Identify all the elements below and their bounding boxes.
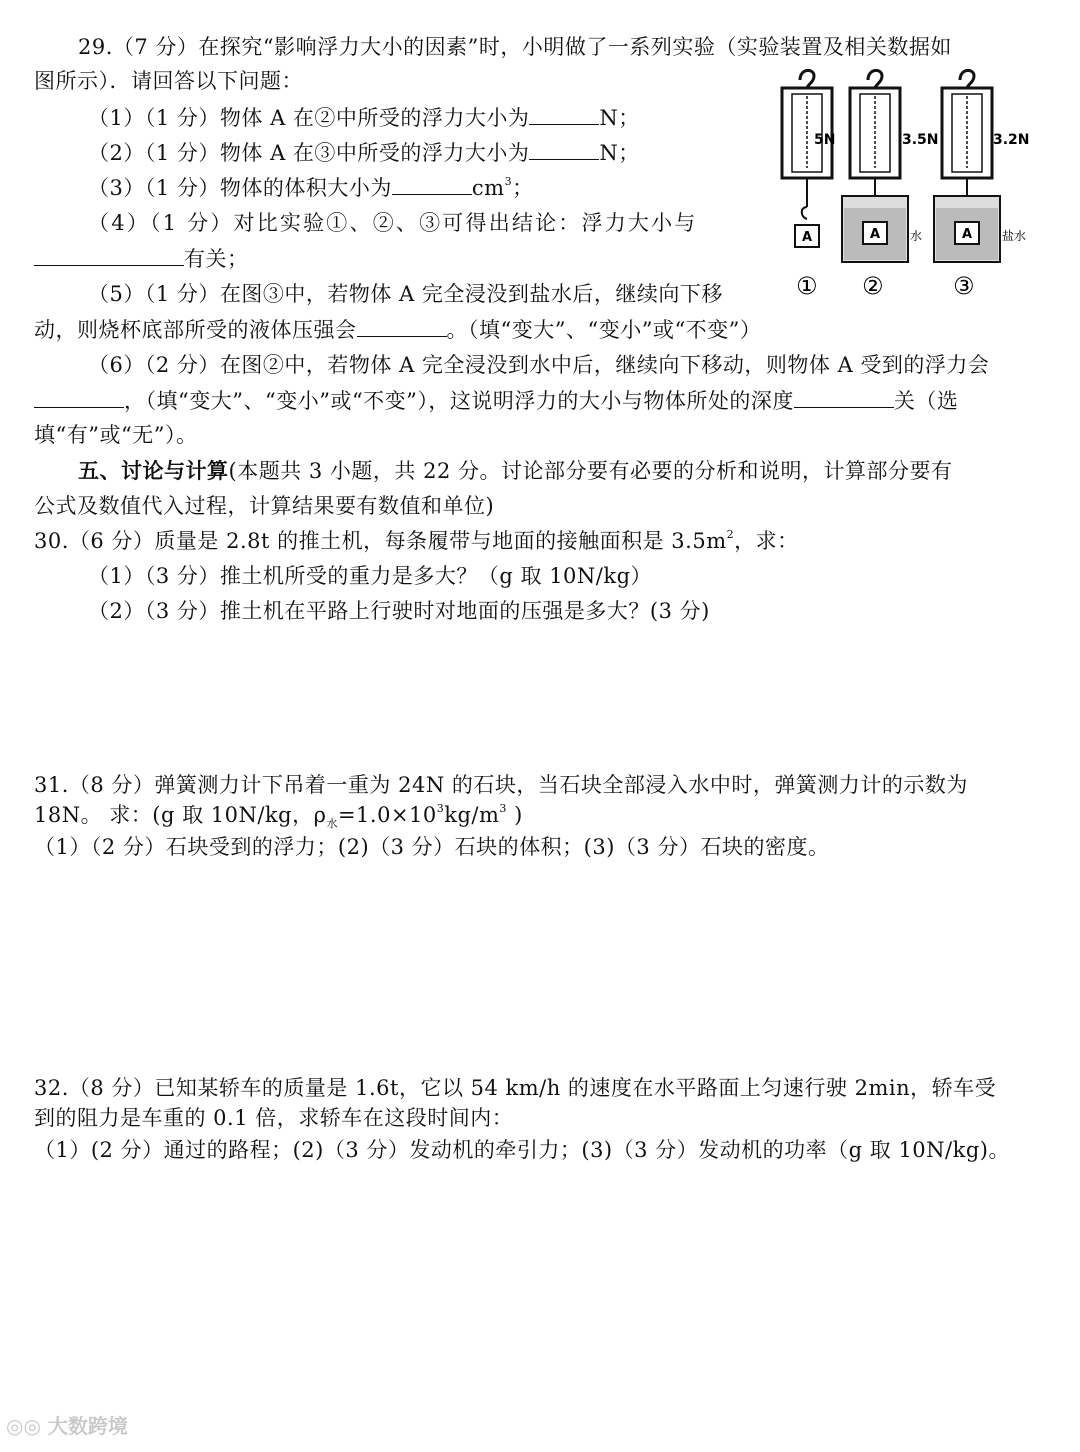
spring-scale-figure — [770, 62, 1045, 302]
q29-sub2-text: （2）（1 分）物体 A 在③中所受的浮力大小为 — [88, 141, 530, 165]
figure-number-1: ① — [796, 272, 818, 300]
q29-sub4-end: 有关； — [184, 247, 249, 271]
q29-sub6-text: ，（填“变大”、“变小”或“不变”），这说明浮力的大小与物体所处的深度 — [124, 389, 794, 413]
spring-scale-1 — [782, 70, 832, 247]
q29-sub3-end: ； — [512, 176, 534, 200]
q29-sub3-text: （3）（1 分）物体的体积大小为 — [88, 176, 392, 200]
figure-number-2: ② — [862, 272, 884, 300]
q29-sub1 — [88, 104, 640, 131]
answer-blank[interactable] — [34, 245, 184, 266]
liquid-label-saltwater: 盐水 — [1002, 229, 1027, 243]
q31-line-1: 31.（8 分）弹簧测力计下吊着一重为 24N 的石块，当石块全部浸入水中时，弹簧测力计的示数为 — [34, 773, 968, 797]
answer-blank[interactable] — [357, 316, 447, 337]
block-label-3: A — [961, 227, 973, 242]
section5-intro: (本题共 3 小题，共 22 分。讨论部分要有必要的分析和说明，计算部分要有 — [228, 459, 953, 483]
watermark-text: 大数跨境 — [47, 1414, 128, 1438]
section5-line1 — [78, 458, 952, 484]
q29-sub6-line3: 填“有”或“无”）。 — [34, 423, 198, 447]
liquid-label-water: 水 — [910, 229, 923, 243]
answer-blank[interactable] — [794, 387, 894, 408]
figure-number-3: ③ — [953, 272, 975, 300]
q29-line-2: 图所示）．请回答以下问题： — [34, 69, 303, 93]
section5-line2: 公式及数值代入过程，计算结果要有数值和单位) — [34, 494, 495, 518]
answer-blank[interactable] — [392, 174, 472, 195]
q29-sub6-line2 — [34, 387, 958, 414]
q29-sub6-line1: （6）（2 分）在图②中，若物体 A 完全浸没到水中后，继续向下移动，则物体 A 受到的浮力会 — [88, 353, 990, 377]
section5-heading: 五、讨论与计算 — [78, 458, 229, 483]
answer-blank[interactable] — [529, 139, 599, 160]
q31-sub-water: 水 — [326, 817, 338, 831]
q31-unit: kg/m — [444, 803, 500, 827]
q31-line-2 — [34, 802, 523, 831]
q29-sub4-line2 — [34, 245, 249, 272]
q29-line-1: 29.（7 分）在探究“影响浮力大小的因素”时，小明做了一系列实验（实验装置及相关数据如 — [78, 35, 952, 59]
q29-sub5-line2 — [34, 316, 761, 343]
q31-density: =1.0×10 — [337, 803, 437, 827]
q29-sub5-text: 动，则烧杯底部所受的液体压强会 — [34, 318, 357, 342]
q29-sub2 — [88, 139, 640, 166]
q29-sub3-sup: 3 — [504, 175, 513, 188]
q30-text: 30.（6 分）质量是 2.8t 的推土机，每条履带与地面的接触面积是 3.5m — [34, 529, 727, 553]
q29-sub3-unit: cm — [471, 176, 505, 200]
q31-close: ) — [506, 803, 523, 827]
q31-unit-exp: 3 — [499, 802, 507, 815]
q29-sub5-line1: （5）（1 分）在图③中，若物体 A 完全浸没到盐水后，继续向下移 — [88, 282, 723, 306]
reading-3: 3.2N — [993, 132, 1030, 148]
watermark-logo — [6, 1410, 128, 1439]
q32-line-3: （1）(2 分）通过的路程；(2)（3 分）发动机的牵引力；(3)（3 分）发动机的功率（g 取 10N/kg)。 — [34, 1138, 1010, 1162]
watermark-icon: ◎◎ — [6, 1414, 48, 1438]
q32-line-1: 32.（8 分）已知某轿车的质量是 1.6t，它以 54 km/h 的速度在水平路面上匀速行驶 2min，轿车受 — [34, 1076, 997, 1100]
reading-2: 3.5N — [902, 132, 939, 148]
q30-sub2: （2）（3 分）推土机在平路上行驶时对地面的压强是多大？(3 分) — [88, 599, 710, 623]
q29-sub3 — [88, 174, 534, 201]
answer-blank[interactable] — [34, 387, 124, 408]
q31-exp: 3 — [436, 802, 445, 815]
q29-sub4-line1: （4）（1 分）对比实验①、②、③可得出结论：浮力大小与 — [88, 211, 698, 235]
q29-sub1-unit: N； — [599, 106, 640, 130]
q29-sub5-end: 。（填“变大”、“变小”或“不变”） — [446, 318, 762, 342]
q29-sub6-end: 关（选 — [893, 389, 959, 413]
q31-given: 18N。 求：(g 取 10N/kg，ρ — [34, 803, 327, 827]
q32-line-2: 到的阻力是车重的 0.1 倍，求轿车在这段时间内： — [34, 1106, 514, 1130]
block-label-2: A — [869, 227, 881, 242]
answer-blank[interactable] — [529, 104, 599, 125]
q29-sub1-text: （1）（1 分）物体 A 在②中所受的浮力大小为 — [88, 106, 530, 130]
q30-end: ，求： — [734, 529, 799, 553]
q31-line-3: （1）（2 分）石块受到的浮力；(2)（3 分）石块的体积；(3)（3 分）石块的密度。 — [34, 835, 830, 859]
block-label-1: A — [801, 230, 813, 245]
q30-line-1 — [34, 528, 799, 554]
q29-sub2-unit: N； — [599, 141, 640, 165]
q30-sup: 2 — [726, 528, 735, 541]
q30-sub1: （1）（3 分）推土机所受的重力是多大？（g 取 10N/kg） — [88, 564, 653, 588]
reading-1: 5N — [814, 132, 836, 148]
